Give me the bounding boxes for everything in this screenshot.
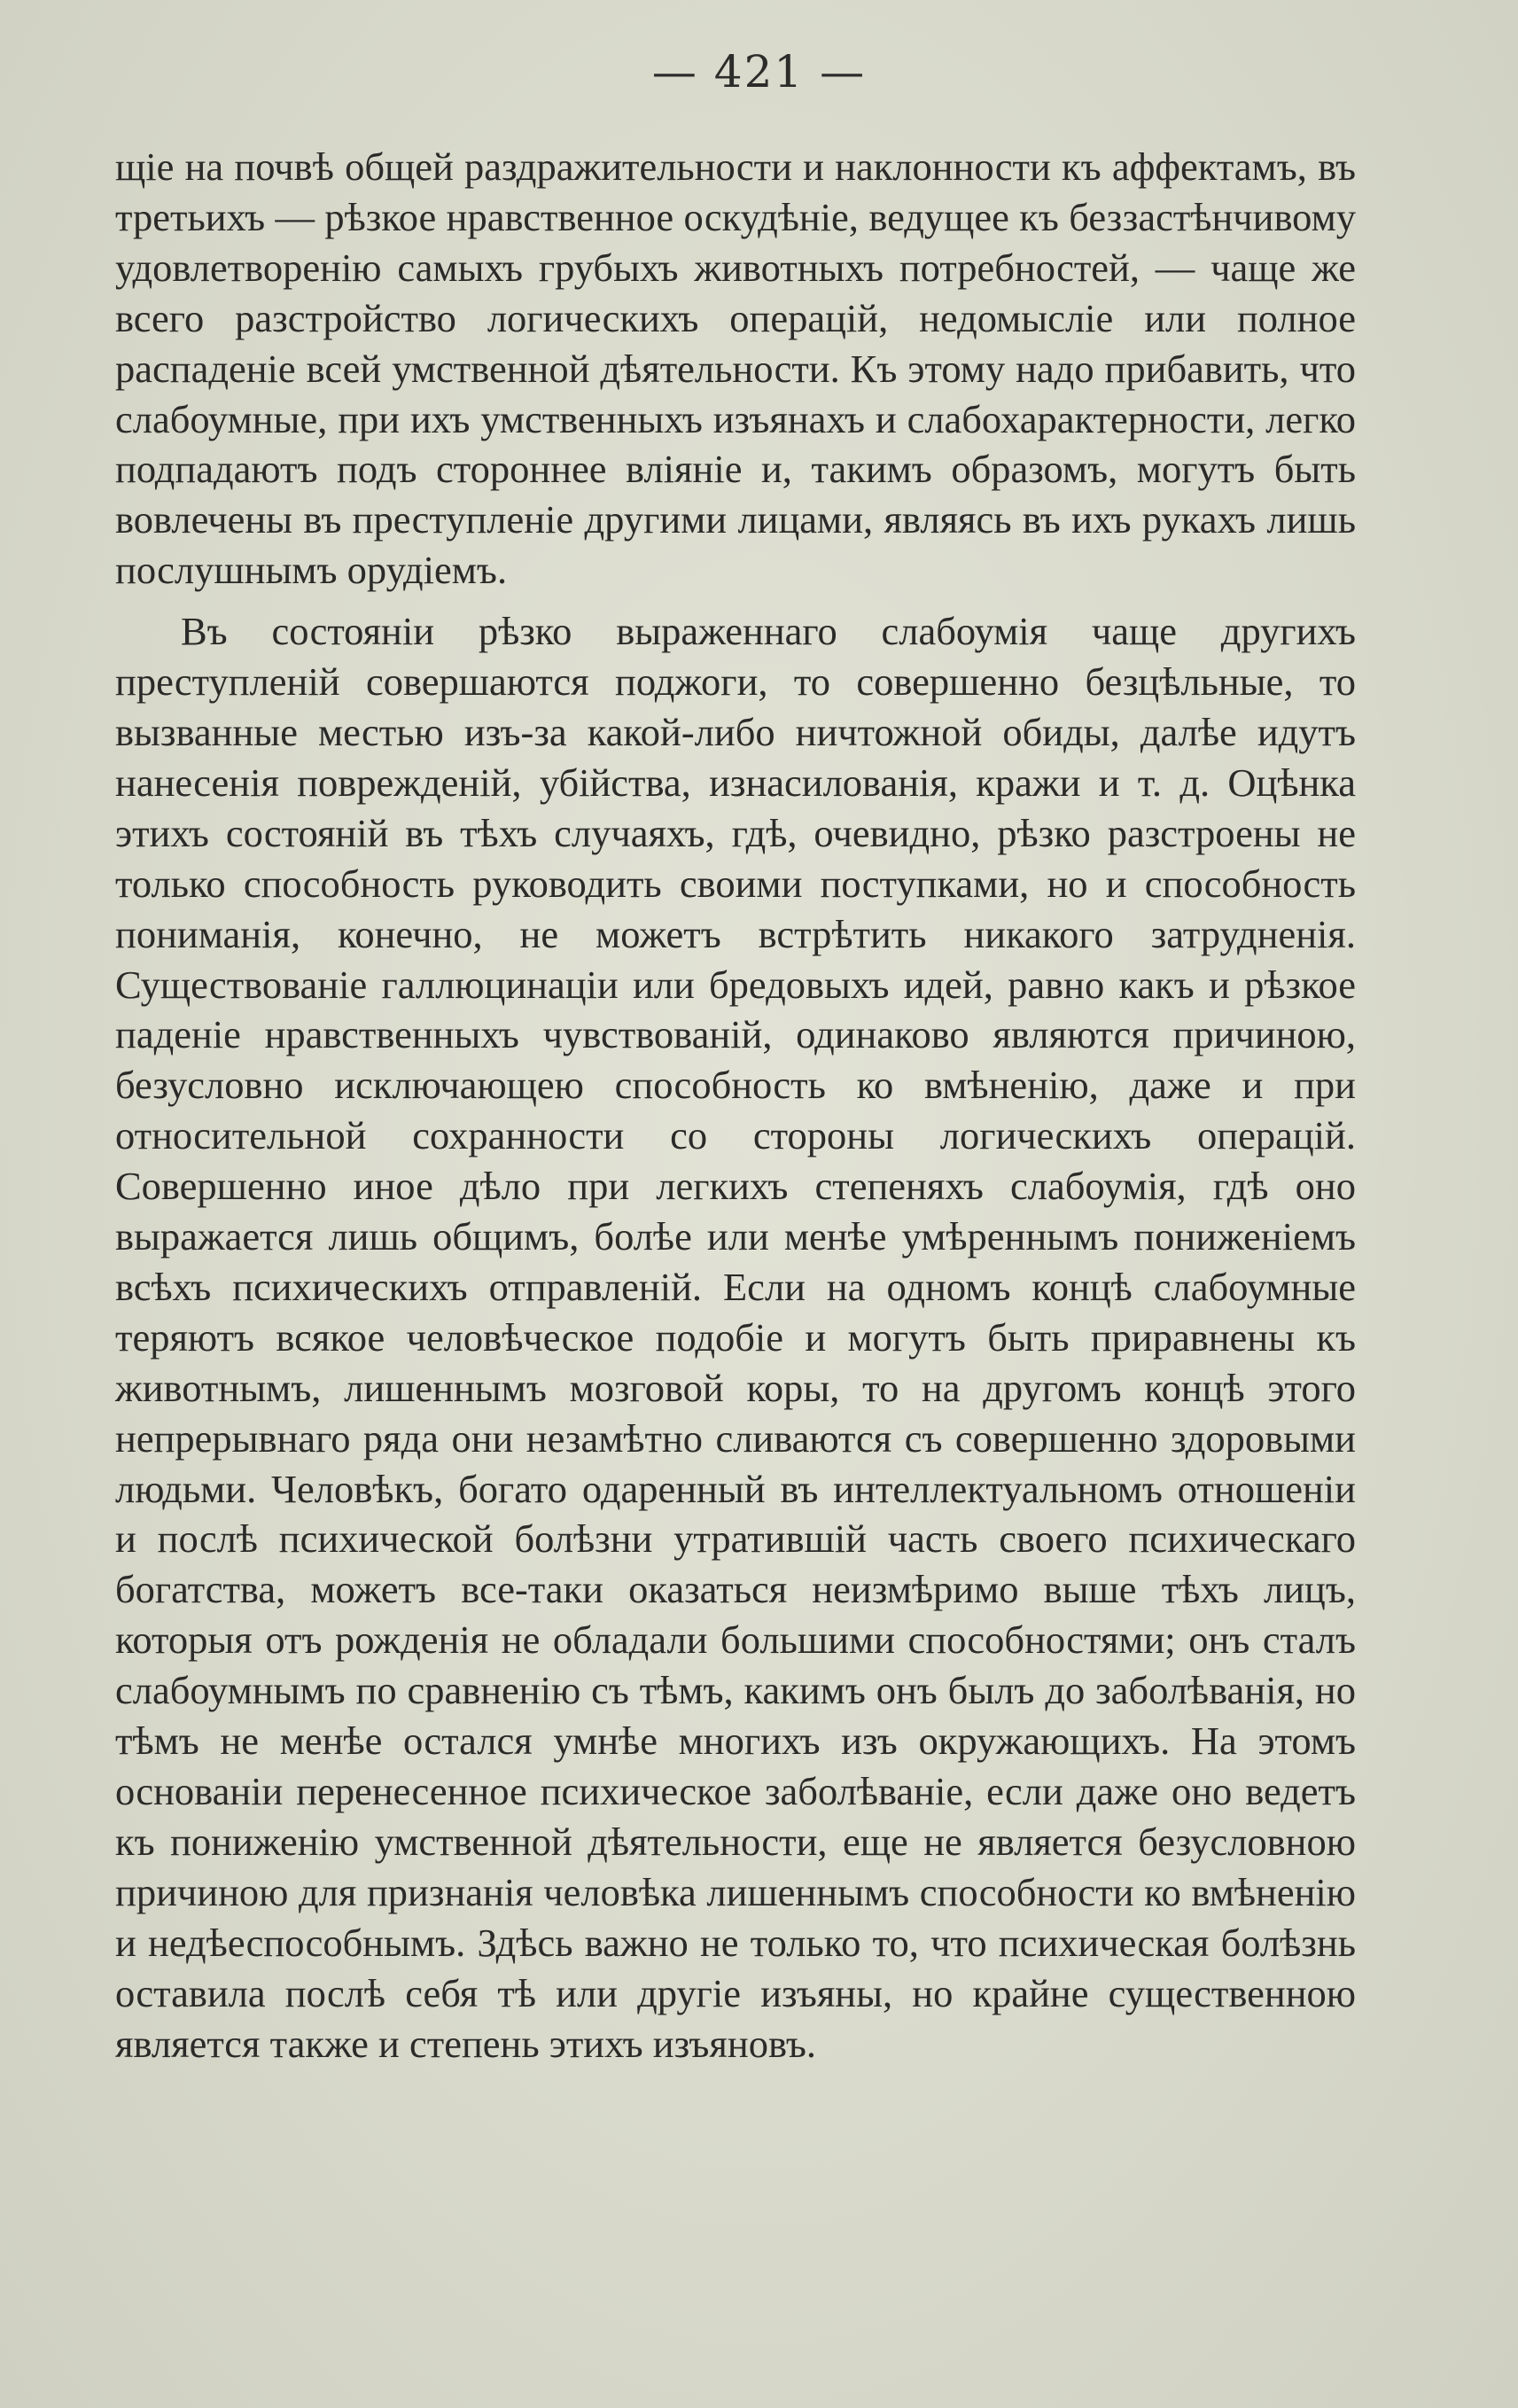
body-text <box>115 142 1356 2069</box>
page-number: — 421 — <box>651 46 867 97</box>
paragraph: Въ состояніи рѣзко выраженнаго слабоумія чаще другихъ преступленій совершаются поджоги, то совершенно безцѣльные, то вызванные местью изъ-за какой-либо ничтожной обиды, далѣе идутъ нанесенія поврежденій, убійства, изнасилованія, кражи и т. д. Оцѣнка этихъ состояній въ тѣхъ случаяхъ, гдѣ, очевидно, рѣзко разстроены не только способность руководить своими поступками, но и способность пониманія, конечно, не можетъ встрѣтить никакого затрудненія. Существованіе галлюцинаціи или бредовыхъ идей, равно какъ и рѣзкое паденіе нравственныхъ чувствованій, одинаково являются причиною, безусловно исключающею способность ко вмѣненію, даже и при относительной сохранности со стороны логическихъ операцій. Совершенно иное дѣло при легкихъ степеняхъ слабоумія, гдѣ оно выражается лишь общимъ, болѣе или менѣе умѣреннымъ пониженіемъ всѣхъ психическихъ отправленій. Если на одномъ концѣ слабоумные теряютъ всякое человѣческое подобіе и могутъ быть приравнены къ животнымъ, лишеннымъ мозговой коры, то на другомъ концѣ этого непрерывнаго ряда они незамѣтно сливаются съ совершенно здоровыми людьми. Человѣкъ, богато одаренный въ интеллектуальномъ отношеніи и послѣ психической болѣзни утратившій часть своего психическаго богатства, можетъ все-таки оказаться неизмѣримо выше тѣхъ лицъ, которыя отъ рожденія не обладали большими способностями; онъ сталъ слабоумнымъ по сравненію съ тѣмъ, какимъ онъ былъ до заболѣванія, но тѣмъ не менѣе остался умнѣе многихъ изъ окружающихъ. На этомъ основаніи перенесенное психическое заболѣваніе, если даже оно ведетъ къ пониженію умственной дѣятельности, еще не является безусловною причиною для признанія человѣка лишеннымъ способности ко вмѣненію и недѣеспособнымъ. Здѣсь важно не только то, что психическая болѣзнь оставила послѣ себя тѣ или другіе изъяны, но крайне существенною является также и степень этихъ изъяновъ. <box>115 609 1356 2066</box>
paragraph-continued: щіе на почвѣ общей раздражительности и наклонности къ аффектамъ, въ третьихъ — рѣзкое нравственное оскудѣніе, ведущее къ беззастѣнчивому удовлетворенію самыхъ грубыхъ животныхъ потребностей, — чаще же всего разстройство логическихъ операцій, недомысліе или полное распаденіе всей умственной дѣятельности. Къ этому надо прибавить, что слабоумные, при ихъ умственныхъ изъянахъ и слабохарактерности, легко подпадаютъ подъ стороннее вліяніе и, такимъ образомъ, могутъ быть вовлечены въ преступленіе другими лицами, являясь въ ихъ рукахъ лишь послушнымъ орудіемъ. <box>115 144 1356 593</box>
